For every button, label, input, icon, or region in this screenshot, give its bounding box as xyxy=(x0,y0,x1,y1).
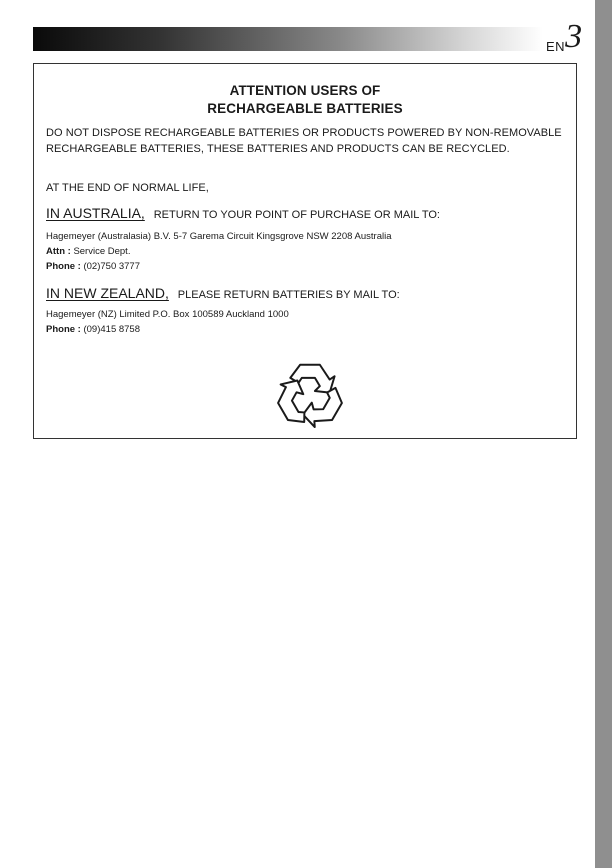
language-label: EN xyxy=(546,39,566,54)
new-zealand-instruction: PLEASE RETURN BATTERIES BY MAIL TO: xyxy=(177,289,400,301)
battery-notice-box xyxy=(33,63,577,439)
australia-instruction: RETURN TO YOUR POINT OF PURCHASE OR MAIL TO: xyxy=(153,209,440,221)
australia-address-block xyxy=(46,229,566,274)
disposal-warning: DO NOT DISPOSE RECHARGEABLE BATTERIES OR PRODUCTS POWERED BY NON-REMOVABLE RECHARGEABLE BATTERIES, THESE BATTERIES AND PRODUCTS CAN BE RECYCLED. xyxy=(46,127,562,155)
australia-attn-label: Attn : xyxy=(46,246,71,257)
australia-phone-value: (02)750 3777 xyxy=(83,261,141,272)
end-of-life-text: AT THE END OF NORMAL LIFE, xyxy=(46,182,209,194)
page-number-value: 3 xyxy=(565,18,583,55)
australia-phone-label: Phone : xyxy=(46,261,81,272)
australia-heading xyxy=(46,205,566,223)
new-zealand-phone-value: (09)415 8758 xyxy=(83,324,141,335)
new-zealand-address: Hagemeyer (NZ) Limited P.O. Box 100589 Auckland 1000 xyxy=(46,309,289,320)
new-zealand-region-name: IN NEW ZEALAND, xyxy=(46,285,169,301)
page-number xyxy=(546,20,582,56)
new-zealand-phone-label: Phone : xyxy=(46,324,81,335)
header-gradient-bar xyxy=(33,27,543,51)
new-zealand-heading xyxy=(46,285,566,303)
notice-title-line2: RECHARGEABLE BATTERIES xyxy=(207,101,403,116)
new-zealand-address-block xyxy=(46,307,566,337)
australia-region-name: IN AUSTRALIA, xyxy=(46,205,145,221)
side-tab xyxy=(595,0,612,868)
australia-attn-value: Service Dept. xyxy=(73,246,131,257)
notice-title-line1: ATTENTION USERS OF xyxy=(229,83,381,98)
recycle-icon xyxy=(267,350,353,432)
australia-address: Hagemeyer (Australasia) B.V. 5-7 Garema Circuit Kingsgrove NSW 2208 Australia xyxy=(46,231,392,242)
